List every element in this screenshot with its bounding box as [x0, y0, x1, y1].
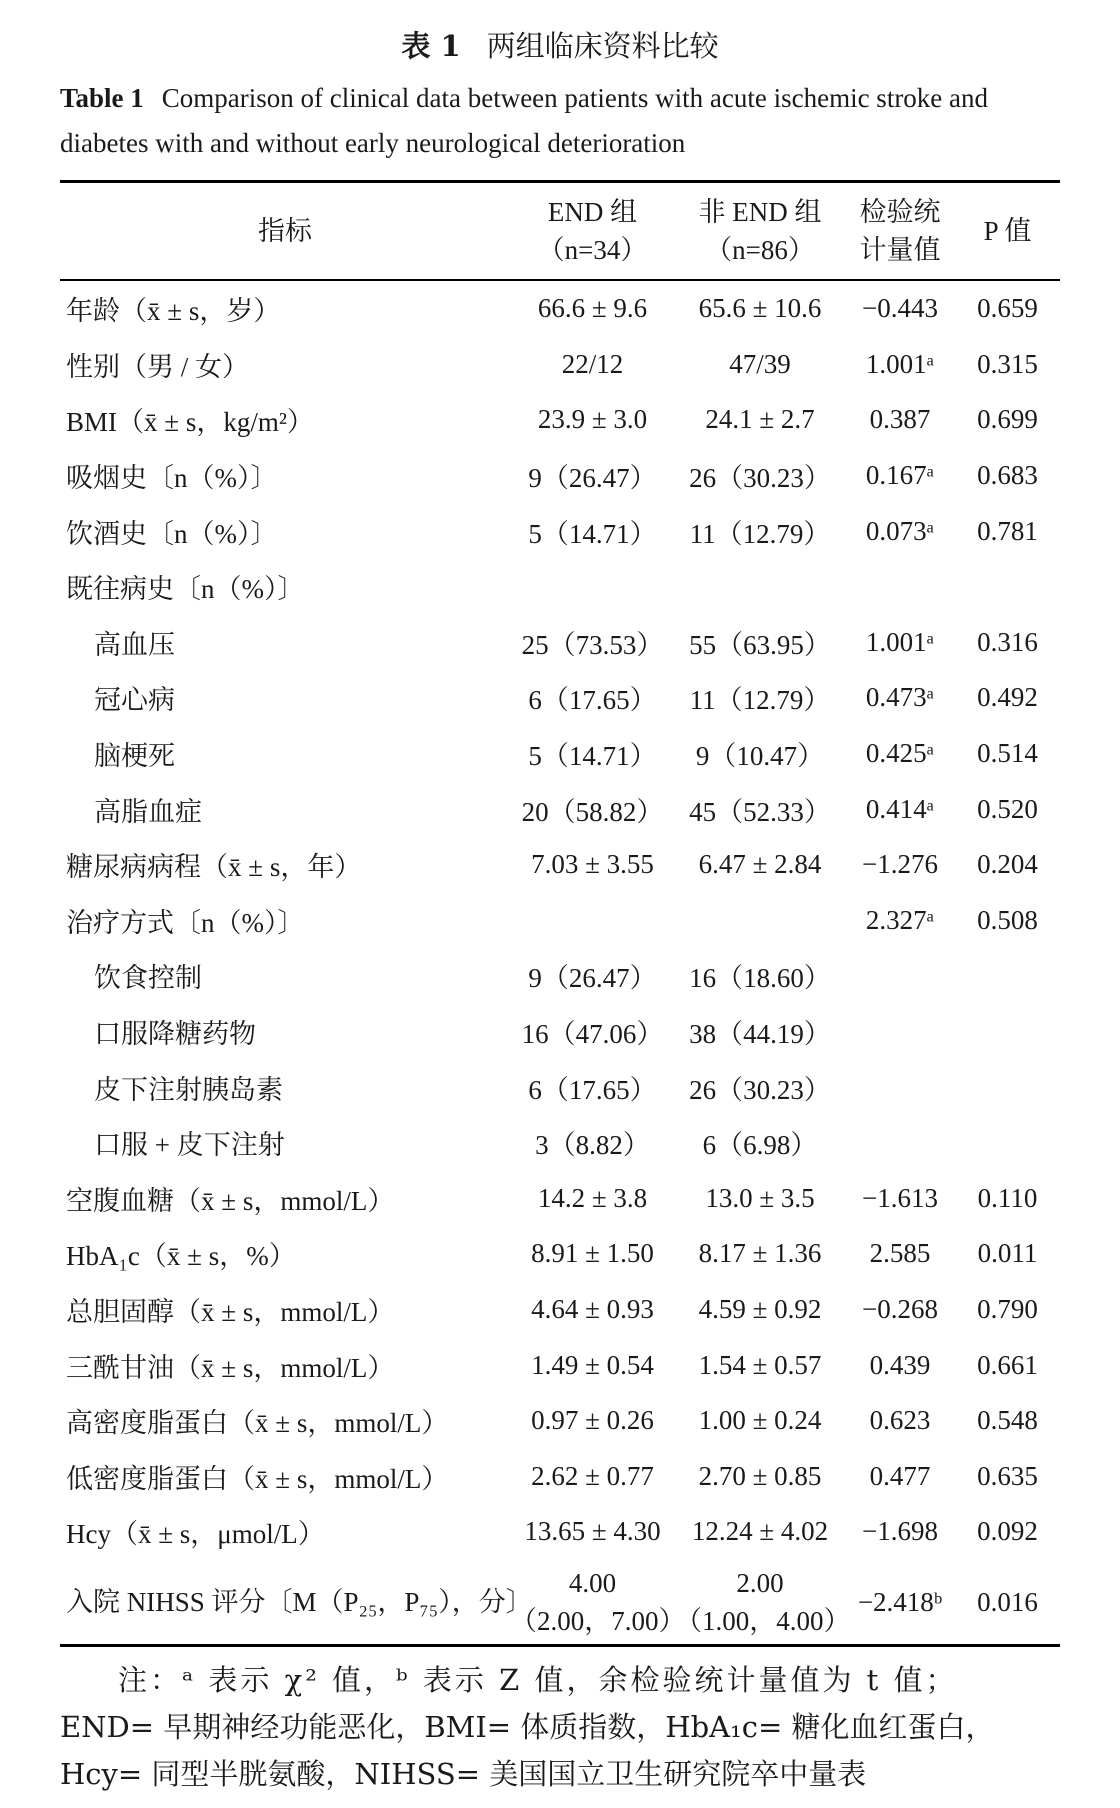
header-non-end-group-n: （n=86）	[705, 235, 815, 265]
cell-statistic	[845, 948, 955, 1004]
table-row	[60, 1504, 1060, 1560]
table-title-cn	[60, 26, 1060, 66]
cell-end: 9（26.47）	[528, 963, 657, 994]
note-line-1: 注：ᵃ 表示 χ² 值，ᵇ 表示 Z 值，余检验统计量值为 t 值；	[118, 1662, 958, 1697]
cell-statistic: −1.276	[862, 849, 938, 880]
cell-end: 23.9 ± 3.0	[537, 404, 648, 435]
row-label: 皮下注射胰岛素	[94, 1074, 283, 1105]
header-end-group-label: END 组	[547, 197, 638, 227]
cell-non-end: 4.59 ± 0.92	[698, 1293, 822, 1324]
cell-statistic: 0.414ᵃ	[865, 793, 935, 824]
table-row	[60, 1337, 1060, 1393]
table-row	[60, 726, 1060, 782]
cell-statistic: 0.439	[869, 1349, 931, 1380]
cell-p-value: 0.110	[977, 1182, 1038, 1213]
cell-statistic: 0.167ᵃ	[865, 460, 935, 491]
row-label: Hcy（x̄ ± s，μmol/L）	[66, 1519, 325, 1550]
cell-end: 4.64 ± 0.93	[531, 1293, 654, 1324]
note-line-3: Hcy= 同型半胱氨酸，NIHSS= 美国国立卫生研究院卒中量表	[60, 1756, 867, 1791]
cell-p-value: 0.683	[977, 460, 1038, 491]
cell-statistic: −1.698	[862, 1516, 938, 1547]
row-label: 冠心病	[94, 685, 175, 716]
row-label: 饮食控制	[94, 963, 202, 994]
cell-statistic: 2.585	[869, 1238, 931, 1269]
cell-p-value: 0.790	[977, 1293, 1038, 1324]
table-body	[60, 280, 1060, 1645]
cell-non-end	[675, 893, 845, 949]
cell-non-end: 1.00 ± 0.24	[698, 1405, 822, 1436]
cell-statistic: 0.387	[869, 404, 931, 435]
cell-end: 16（47.06）	[521, 1019, 664, 1050]
table-row	[60, 893, 1060, 949]
cell-statistic: −0.268	[862, 1293, 938, 1324]
cell-p-value: 0.699	[977, 404, 1038, 435]
cell-end: 22/12	[561, 348, 624, 379]
note-line-2: END= 早期神经功能恶化，BMI= 体质指数，HbA₁c= 糖化血红蛋白，	[60, 1709, 995, 1744]
row-label: 脑梗死	[94, 741, 175, 772]
cell-statistic	[845, 1059, 955, 1115]
cell-end-line2: （2.00，7.00）	[510, 1605, 686, 1636]
row-label: 高脂血症	[94, 796, 202, 827]
table-row	[60, 1059, 1060, 1115]
row-label: 高血压	[94, 629, 175, 660]
row-label: 空腹血糖（x̄ ± s，mmol/L）	[66, 1185, 395, 1216]
row-label: 饮酒史〔n（%）〕	[66, 518, 278, 549]
header-statistic-line2: 计量值	[859, 235, 941, 265]
cell-non-end: 6.47 ± 2.84	[698, 849, 822, 880]
table-row	[60, 559, 1060, 615]
row-label: 治疗方式〔n（%）〕	[66, 907, 305, 938]
cell-statistic: 0.477	[869, 1460, 931, 1491]
cell-end: 3（8.82）	[535, 1130, 650, 1161]
cell-statistic: 1.001ᵃ	[865, 348, 935, 379]
cell-statistic: −1.613	[862, 1182, 938, 1213]
cell-non-end: 24.1 ± 2.7	[705, 404, 815, 435]
table-row	[60, 392, 1060, 448]
cell-end: 8.91 ± 1.50	[531, 1238, 654, 1269]
cell-p-value: 0.508	[977, 904, 1038, 935]
cell-end: 7.03 ± 3.55	[531, 849, 654, 880]
header-statistic-line1: 检验统	[859, 197, 941, 227]
cell-end: 6（17.65）	[528, 1074, 657, 1105]
cell-statistic	[845, 559, 955, 615]
table-row	[60, 615, 1060, 671]
cell-end: 6（17.65）	[528, 685, 657, 716]
cell-statistic: 0.473ᵃ	[865, 682, 935, 713]
table-row	[60, 337, 1060, 393]
table-row	[60, 670, 1060, 726]
cell-end: 14.2 ± 3.8	[537, 1182, 648, 1213]
cell-end: 9（26.47）	[528, 463, 657, 494]
cell-end: 2.62 ± 0.77	[531, 1460, 654, 1491]
cell-p-value	[955, 1004, 1060, 1060]
cell-end: 0.97 ± 0.26	[531, 1405, 654, 1436]
table-row	[60, 837, 1060, 893]
cell-end	[510, 559, 675, 615]
cell-p-value: 0.016	[977, 1586, 1038, 1617]
cell-end: 13.65 ± 4.30	[524, 1516, 661, 1547]
row-label: HbA₁c（x̄ ± s，%）	[66, 1241, 296, 1272]
row-label: 高密度脂蛋白（x̄ ± s，mmol/L）	[66, 1408, 449, 1439]
header-p-value: P 值	[955, 182, 1060, 281]
header-end-group-n: （n=34）	[537, 235, 648, 265]
row-label: 入院 NIHSS 评分〔M（P₂₅，P₇₅），分〕	[66, 1586, 533, 1617]
row-label: 年龄（x̄ ± s，岁）	[66, 296, 281, 327]
cell-statistic: 0.073ᵃ	[865, 515, 935, 546]
table-row	[60, 1282, 1060, 1338]
cell-p-value	[955, 1115, 1060, 1171]
row-label: 性别（男 / 女）	[66, 351, 250, 382]
cell-end: 1.49 ± 0.54	[531, 1349, 654, 1380]
cell-non-end-line2: （1.00，4.00）	[675, 1605, 851, 1636]
header-statistic	[845, 182, 955, 281]
cell-statistic	[845, 1115, 955, 1171]
cell-p-value: 0.635	[977, 1460, 1038, 1491]
table-row	[60, 1171, 1060, 1227]
header-non-end-group-label: 非 END 组	[698, 197, 822, 227]
table-number-en: Table 1	[60, 83, 144, 113]
cell-end: 66.6 ± 9.6	[537, 293, 648, 324]
cell-p-value	[955, 948, 1060, 1004]
cell-non-end: 11（12.79）	[689, 685, 831, 716]
table-row	[60, 1393, 1060, 1449]
table-row	[60, 1115, 1060, 1171]
cell-end: 5（14.71）	[528, 741, 657, 772]
table-row	[60, 280, 1060, 337]
table-row	[60, 503, 1060, 559]
clinical-data-table	[60, 180, 1060, 1647]
row-label: 既往病史〔n（%）〕	[66, 574, 305, 605]
cell-non-end: 26（30.23）	[689, 1074, 831, 1105]
cell-non-end: 8.17 ± 1.36	[698, 1238, 822, 1269]
cell-non-end: 6（6.98）	[702, 1130, 818, 1161]
table-row	[60, 1004, 1060, 1060]
cell-end: 20（58.82）	[521, 796, 664, 827]
cell-non-end-line1: 2.00	[736, 1567, 784, 1598]
cell-end-line1: 4.00	[568, 1567, 617, 1598]
cell-non-end: 55（63.95）	[689, 629, 831, 660]
cell-non-end: 38（44.19）	[689, 1019, 831, 1050]
cell-p-value: 0.315	[977, 348, 1038, 379]
table-row	[60, 1226, 1060, 1282]
cell-p-value: 0.520	[977, 793, 1038, 824]
cell-p-value: 0.781	[977, 515, 1038, 546]
cell-statistic: 2.327ᵃ	[865, 904, 935, 935]
cell-non-end: 1.54 ± 0.57	[698, 1349, 822, 1380]
cell-non-end: 47/39	[729, 348, 791, 379]
header-non-end-group	[675, 182, 845, 281]
cell-p-value: 0.092	[977, 1516, 1038, 1547]
cell-statistic: −0.443	[862, 293, 938, 324]
cell-end: 25（73.53）	[521, 629, 664, 660]
row-label: 吸烟史〔n（%）〕	[66, 463, 278, 494]
row-label: BMI（x̄ ± s，kg/m²）	[66, 407, 314, 438]
header-indicator: 指标	[60, 182, 510, 281]
cell-p-value: 0.204	[977, 849, 1038, 880]
cell-end: 5（14.71）	[528, 518, 657, 549]
cell-end	[510, 893, 675, 949]
cell-non-end	[675, 559, 845, 615]
cell-statistic: 0.425ᵃ	[865, 738, 935, 769]
row-label: 低密度脂蛋白（x̄ ± s，mmol/L）	[66, 1463, 449, 1494]
cell-statistic	[845, 1004, 955, 1060]
cell-statistic: −2.418ᵇ	[857, 1586, 943, 1617]
cell-non-end: 12.24 ± 4.02	[691, 1516, 829, 1547]
cell-p-value: 0.514	[977, 738, 1038, 769]
cell-statistic: 1.001ᵃ	[865, 626, 935, 657]
cell-non-end: 65.6 ± 10.6	[698, 293, 822, 324]
table-header-row	[60, 182, 1060, 281]
cell-p-value: 0.661	[977, 1349, 1038, 1380]
row-label: 口服 + 皮下注射	[94, 1130, 285, 1161]
cell-p-value: 0.548	[977, 1405, 1038, 1436]
cell-non-end: 26（30.23）	[689, 463, 831, 494]
table-row	[60, 1448, 1060, 1504]
cell-end	[510, 1560, 686, 1646]
header-end-group	[510, 182, 675, 281]
cell-statistic: 0.623	[869, 1405, 931, 1436]
cell-p-value: 0.316	[977, 626, 1038, 657]
table-caption-en: Comparison of clinical data between patients with acute ischemic stroke and diabetes with and without early neurological deterioration	[60, 83, 989, 158]
row-label: 口服降糖药物	[94, 1019, 256, 1050]
cell-non-end: 13.0 ± 3.5	[705, 1182, 815, 1213]
cell-p-value: 0.492	[977, 682, 1038, 713]
table-caption-cn: 两组临床资料比较	[486, 29, 719, 63]
cell-non-end: 11（12.79）	[689, 518, 831, 549]
cell-non-end: 16（18.60）	[689, 963, 831, 994]
table-notes	[60, 1657, 1060, 1798]
cell-non-end: 45（52.33）	[689, 796, 831, 827]
table-row	[60, 781, 1060, 837]
table-row	[60, 948, 1060, 1004]
row-label: 总胆固醇（x̄ ± s，mmol/L）	[66, 1296, 395, 1327]
cell-p-value	[955, 1059, 1060, 1115]
document-page	[60, 0, 1060, 1798]
table-row	[60, 448, 1060, 504]
row-label: 三酰甘油（x̄ ± s，mmol/L）	[66, 1352, 395, 1383]
nihss-row	[60, 1560, 1060, 1646]
table-number-cn: 表 1	[401, 29, 461, 63]
cell-non-end: 2.70 ± 0.85	[698, 1460, 822, 1491]
cell-p-value: 0.011	[977, 1238, 1038, 1269]
cell-p-value	[955, 559, 1060, 615]
cell-p-value: 0.659	[977, 293, 1038, 324]
row-label: 糖尿病病程（x̄ ± s，年）	[66, 852, 362, 883]
cell-non-end	[675, 1560, 851, 1646]
cell-non-end: 9（10.47）	[695, 741, 825, 772]
table-title-en	[60, 76, 1060, 166]
